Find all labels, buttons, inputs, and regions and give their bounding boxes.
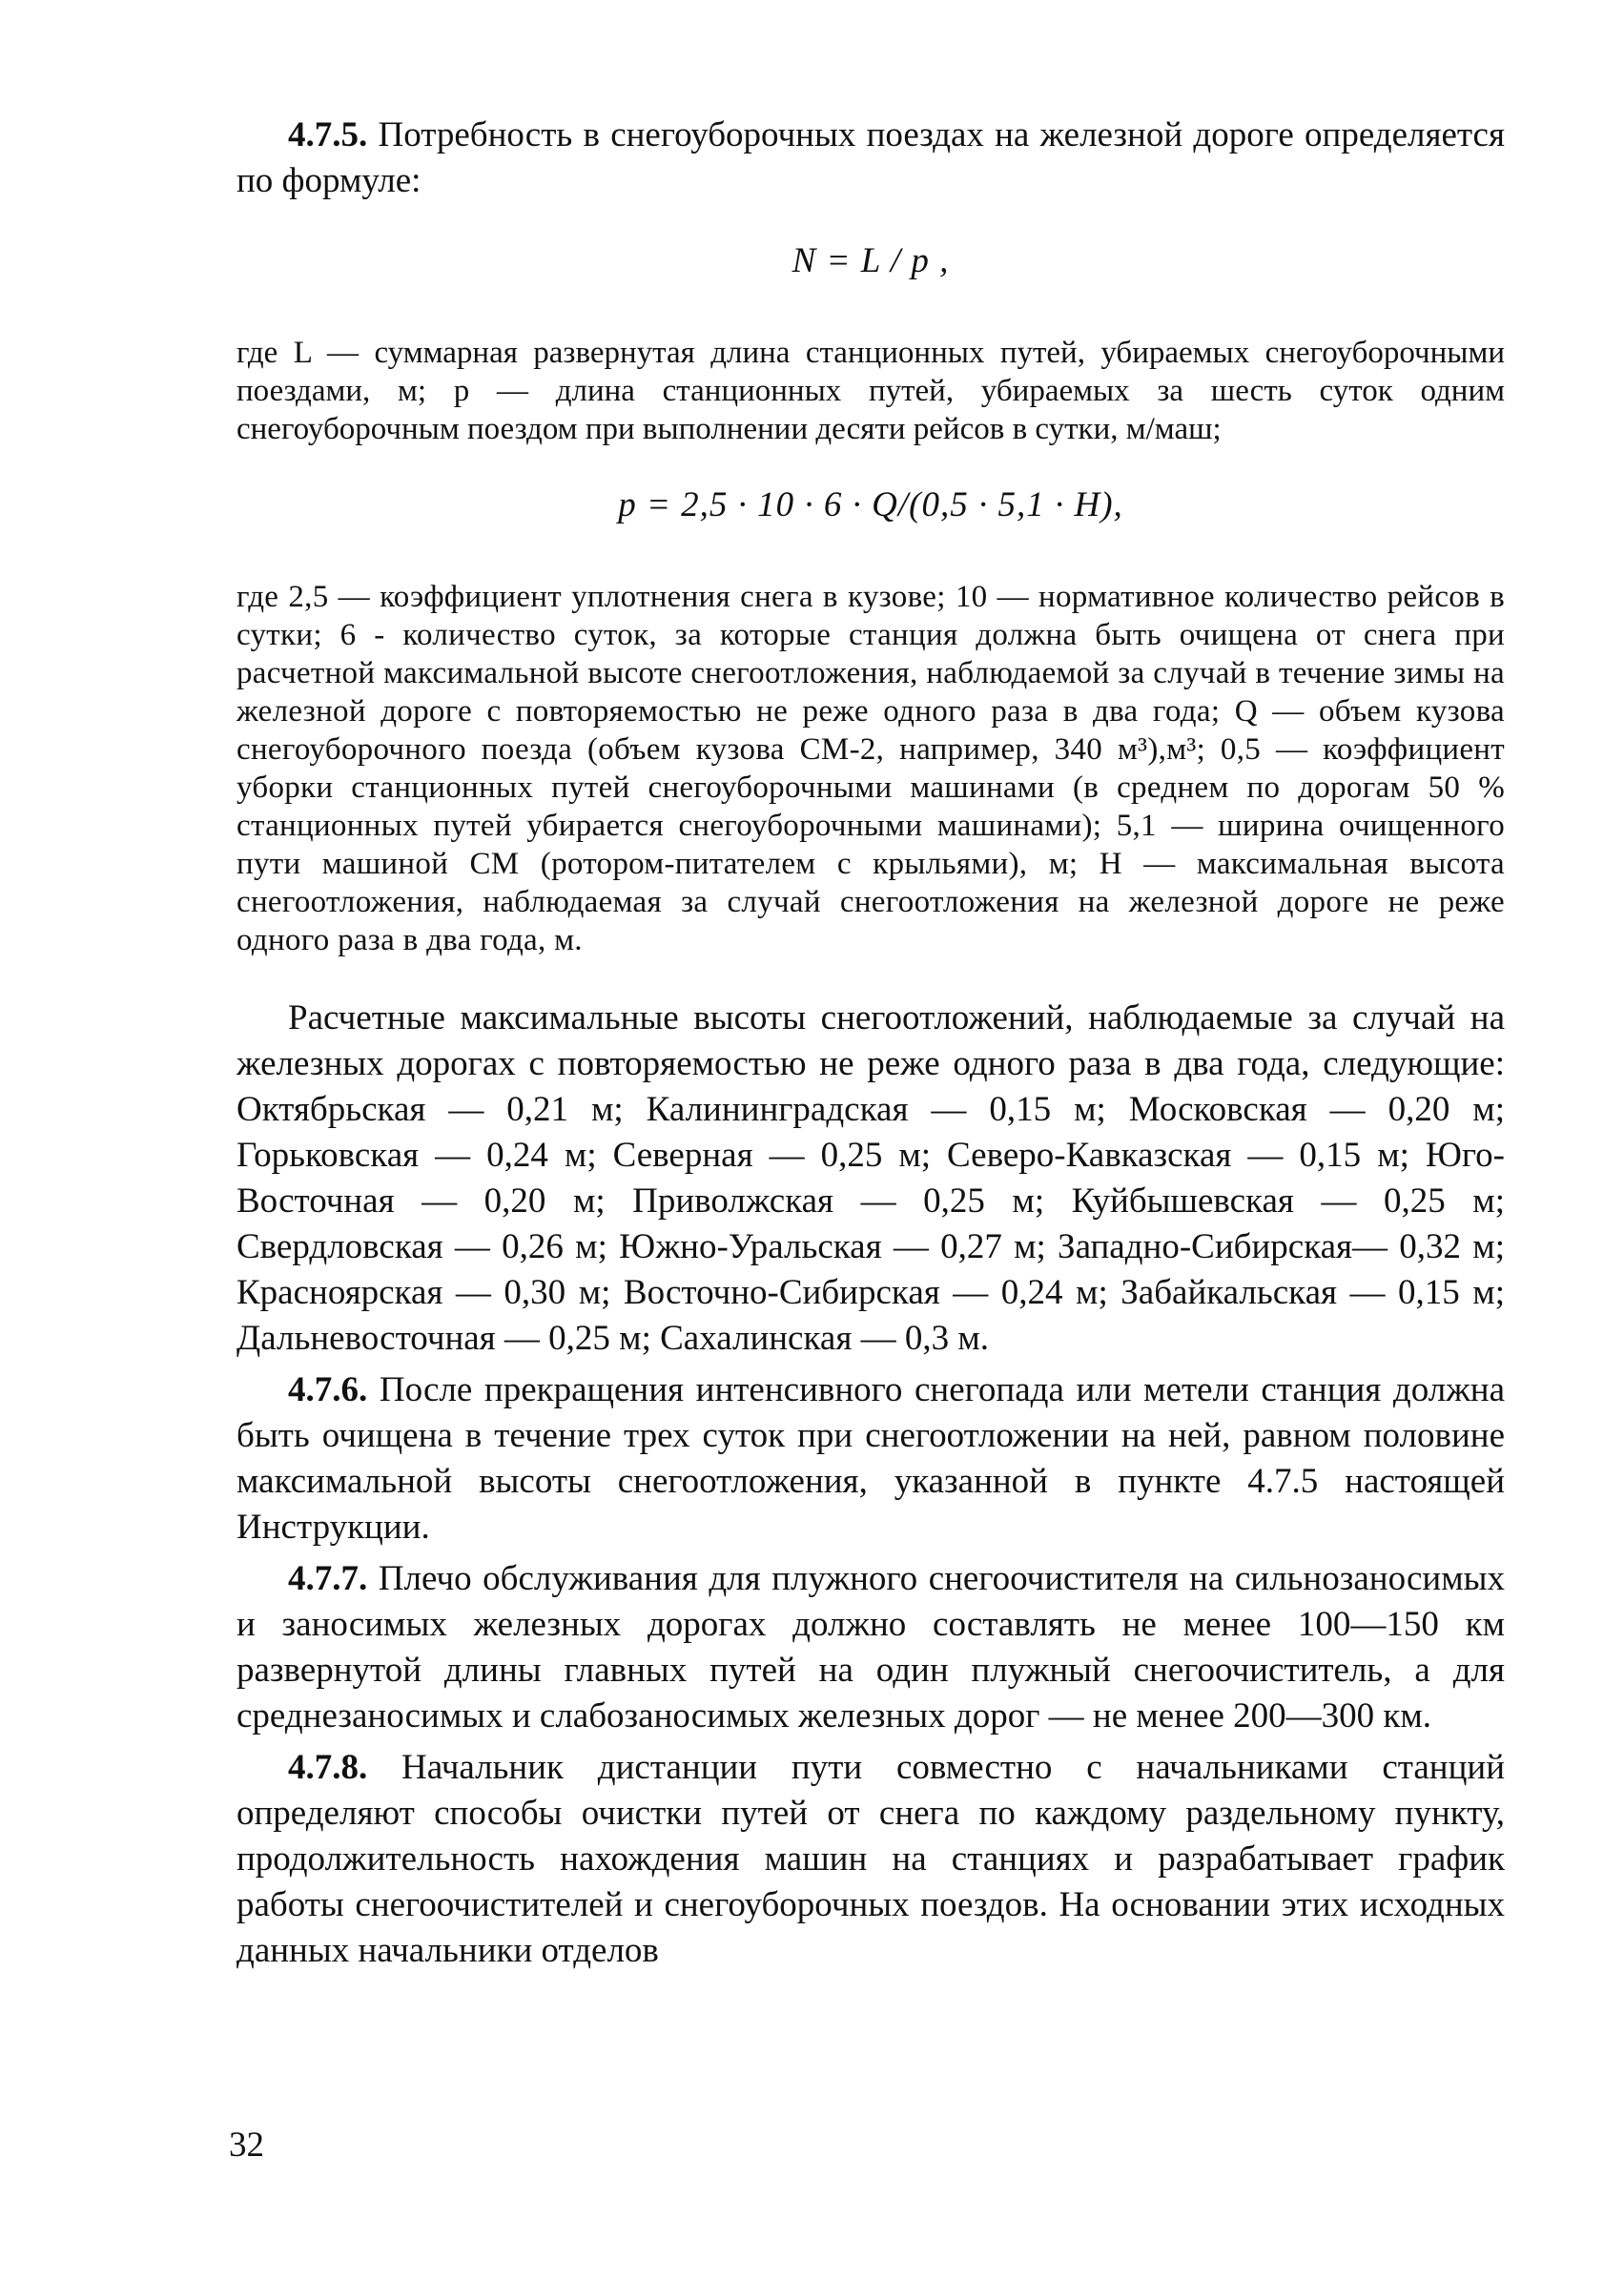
section-4-7-6 bbox=[236, 1367, 1505, 1551]
section-number: 4.7.7. bbox=[288, 1559, 368, 1598]
page-number: 32 bbox=[229, 2126, 264, 2165]
formula-n-explanation: где L — суммарная развернутая длина станционных путей, убираемых снегоуборочными поездами, м; p — длина станционных путей, убираемых за шесть суток одним снегоуборочным поездом при выполнении десяти рейсов в сутки, м/маш; bbox=[236, 336, 1505, 446]
section-text: Начальник дистанции пути совместно с начальниками станций определяют способы очистки путей от снега по каждому раздельному пункту, продолжительность нахождения машин на станциях и разрабатывает график работы снегоочистителей и снегоуборочных поездов. На основании этих исходных данных начальники отделов bbox=[236, 1748, 1505, 1970]
document-page bbox=[236, 113, 1505, 1980]
formula-p: p = 2,5 · 10 · 6 · Q/(0,5 · 5,1 · H), bbox=[618, 485, 1123, 524]
section-text: Плечо обслуживания для плужного снегоочистителя на сильнозаносимых и заносимых железных дорогах должно составлять не менее 100—150 км развернутой длины главных путей на один плужный снегоочиститель, а для среднезаносимых и слабозаносимых железных дорог — не менее 200—300 км. bbox=[236, 1559, 1505, 1736]
formula-n: N = L / p , bbox=[791, 241, 950, 280]
section-4-7-7 bbox=[236, 1556, 1505, 1739]
formula-p-explanation: где 2,5 — коэффициент уплотнения снега в кузове; 10 — нормативное количество рейсов в сутки; 6 - количество суток, за которые станция должна быть очищена от снега при расчетной максимальной высоте снегоотложения, наблюдаемой за случай в течение зимы на железной дороге с повторяемостью не реже одного раза в два года; Q — объем кузова снегоуборочного поезда (объем кузова СМ-2, например, 340 м³),м³; 0,5 — коэффициент уборки станционных путей снегоуборочными машинами (в среднем по дорогам 50 % станционных путей убирается снегоуборочными машинами); 5,1 — ширина очищенного пути машиной СМ (ротором-питателем с крыльями), м; H — максимальная высота снегоотложения, наблюдаемая за случай снегоотложения на железной дороге не реже одного раза в два года, м. bbox=[236, 580, 1505, 957]
section-number: 4.7.5. bbox=[288, 115, 368, 154]
section-4-7-8 bbox=[236, 1745, 1505, 1974]
section-number: 4.7.6. bbox=[288, 1370, 368, 1409]
section-number: 4.7.8. bbox=[288, 1748, 368, 1787]
snow-heights-paragraph: Расчетные максимальные высоты снегоотложений, наблюдаемые за случай на железных дорогах с повторяемостью не реже одного раза в два года, следующие: Октябрьская — 0,21 м; Калининградская — 0,15 м; Московская — 0,20 м; Горьковская — 0,24 м; Северная — 0,25 м; Северо-Кавказская — 0,15 м; Юго-Восточная — 0,20 м; Приволжская — 0,25 м; Куйбышевская — 0,25 м; Свердловская — 0,26 м; Южно-Уральская — 0,27 м; Западно-Сибирская— 0,32 м; Красноярская — 0,30 м; Восточно-Сибирская — 0,24 м; Забайкальская — 0,15 м; Дальневосточная — 0,25 м; Сахалинская — 0,3 м. bbox=[236, 998, 1505, 1358]
section-4-7-5 bbox=[236, 113, 1505, 204]
section-text: После прекращения интенсивного снегопада или метели станция должна быть очищена в течение трех суток при снегоотложении на ней, равном половине максимальной высоты снегоотложения, указанной в пункте 4.7.5 настоящей Инструкции. bbox=[236, 1370, 1505, 1547]
section-text: Потребность в снегоуборочных поездах на железной дороге определяется по формуле: bbox=[236, 115, 1505, 200]
